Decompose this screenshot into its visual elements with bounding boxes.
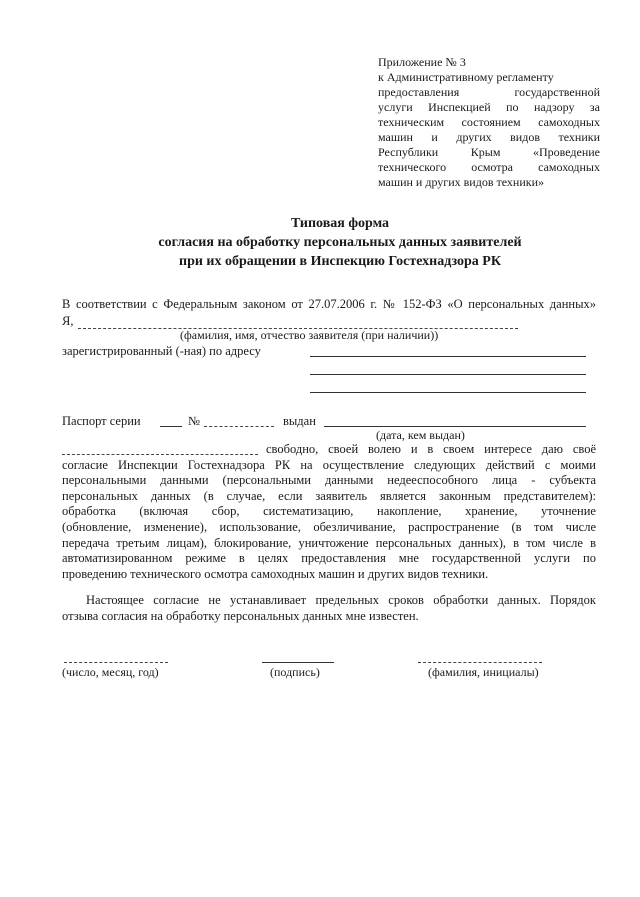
address-line-3 [310, 392, 586, 393]
registered-label: зарегистрированный (-ная) по адресу [62, 344, 261, 358]
title-line-2: согласия на обработку персональных данных заявителей [158, 235, 522, 250]
appendix-line: Приложение № 3 [378, 55, 466, 69]
name-label: (фамилия, инициалы) [428, 665, 539, 679]
passport-label: Паспорт серии [62, 414, 141, 428]
i-label: Я, [62, 314, 74, 328]
appendix-line: техническим состоянием самоходных [378, 115, 600, 129]
consent-paragraph [62, 442, 596, 582]
address-line-2 [310, 374, 586, 375]
notice-line-1: Настоящее согласие не устанавливает предельных сроков обработки данных. Порядок [86, 593, 596, 607]
passport-number-label: № [188, 414, 200, 428]
passport-series-line [160, 426, 182, 427]
notice-paragraph [62, 593, 596, 624]
date-label: (число, месяц, год) [62, 665, 159, 679]
appendix-line: к Административному регламенту [378, 70, 554, 84]
appendix-line: машин и других видов техники» [378, 175, 545, 189]
consent-line: персональными данными (персональными данными недееспособного лица - субъекта [62, 473, 596, 488]
signature-label: (подпись) [270, 665, 320, 679]
passport-number-line [204, 426, 274, 427]
consent-line: свободно, своей волею и в своем интересе даю своё [266, 442, 596, 456]
consent-line: (обновление, изменение), использование, обезличивание, распространение (в том числе [62, 519, 596, 534]
law-reference: В соответствии с Федеральным законом от 27.07.2006 г. № 152-ФЗ «О персональных данных» [62, 297, 596, 311]
appendix-line: машин и других видов техники [378, 130, 600, 144]
appendix-block [378, 55, 600, 190]
signature-line [262, 662, 334, 663]
consent-line: согласие Инспекции Гостехнадзора РК на осуществление следующих действий с моими [62, 457, 596, 472]
consent-line: автоматизированном режиме в целях предоставления мне государственной услуги по [62, 551, 596, 566]
issued-label: выдан [283, 414, 316, 428]
issued-by-line [324, 426, 586, 427]
appendix-line: услуги Инспекцией по надзору за [378, 100, 600, 114]
appendix-line: предоставления государственной [378, 85, 600, 99]
name-signature-line [418, 662, 542, 663]
title-line-3: при их обращении в Инспекцию Гостехнадзора РК [179, 254, 501, 269]
issued-caption: (дата, кем выдан) [376, 428, 465, 442]
consent-line: обработка (включая сбор, систематизацию, накопление, хранение, уточнение [62, 504, 596, 519]
date-signature-line [64, 662, 168, 663]
consent-line: персональных данных (в случае, если заявитель является законным представителем): [62, 488, 596, 503]
consent-line: передача третьим лицам), блокирование, уничтожение персональных данных), в том числе в [62, 535, 596, 550]
notice-line-2: отзыва согласия на обработку персональных данных мне известен. [62, 608, 419, 623]
appendix-line: Республики Крым «Проведение [378, 145, 600, 159]
consent-line: проведению технического осмотра самоходных машин и других видов техники. [62, 566, 489, 581]
appendix-line: технического осмотра самоходных [378, 160, 600, 174]
fio-caption: (фамилия, имя, отчество заявителя (при наличии)) [180, 328, 439, 342]
title-line-1: Типовая форма [290, 216, 390, 231]
address-line-1 [310, 356, 586, 357]
